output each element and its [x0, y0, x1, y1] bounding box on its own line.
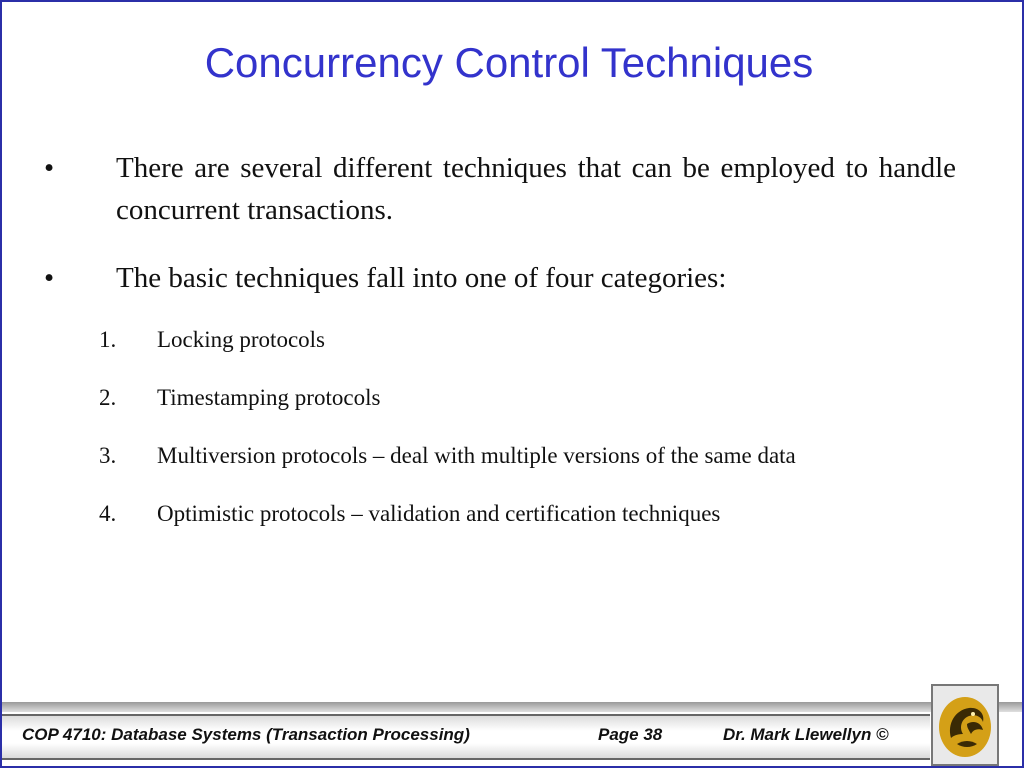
bullet-marker: • [44, 152, 55, 184]
bullet-marker: • [44, 262, 55, 294]
bullet-item [44, 147, 956, 231]
pegasus-logo-icon [937, 694, 993, 760]
category-item [99, 382, 979, 414]
category-item [99, 324, 979, 356]
bullet-item [44, 257, 956, 299]
category-number: 2. [99, 385, 117, 410]
category-text: Locking protocols [157, 327, 325, 352]
footer-course: COP 4710: Database Systems (Transaction Processing) [22, 725, 470, 744]
footer-divider [2, 702, 1024, 712]
category-number: 3. [99, 443, 117, 468]
category-number: 1. [99, 327, 117, 352]
bullet-text: The basic techniques fall into one of four categories: [116, 262, 727, 294]
category-item [99, 498, 979, 530]
bullet-text: There are several different techniques that can be employed to handle concurrent transactions. [116, 152, 956, 226]
category-number: 4. [99, 501, 117, 526]
category-text: Timestamping protocols [157, 385, 381, 410]
footer-author: Dr. Mark Llewellyn © [723, 725, 889, 744]
category-text: Multiversion protocols – deal with multiple versions of the same data [157, 443, 796, 468]
category-text: Optimistic protocols – validation and certification techniques [157, 501, 721, 526]
category-item [99, 440, 979, 472]
logo-frame [931, 684, 999, 766]
footer-page-number: Page 38 [598, 725, 663, 744]
slide-title: Concurrency Control Techniques [204, 39, 814, 86]
